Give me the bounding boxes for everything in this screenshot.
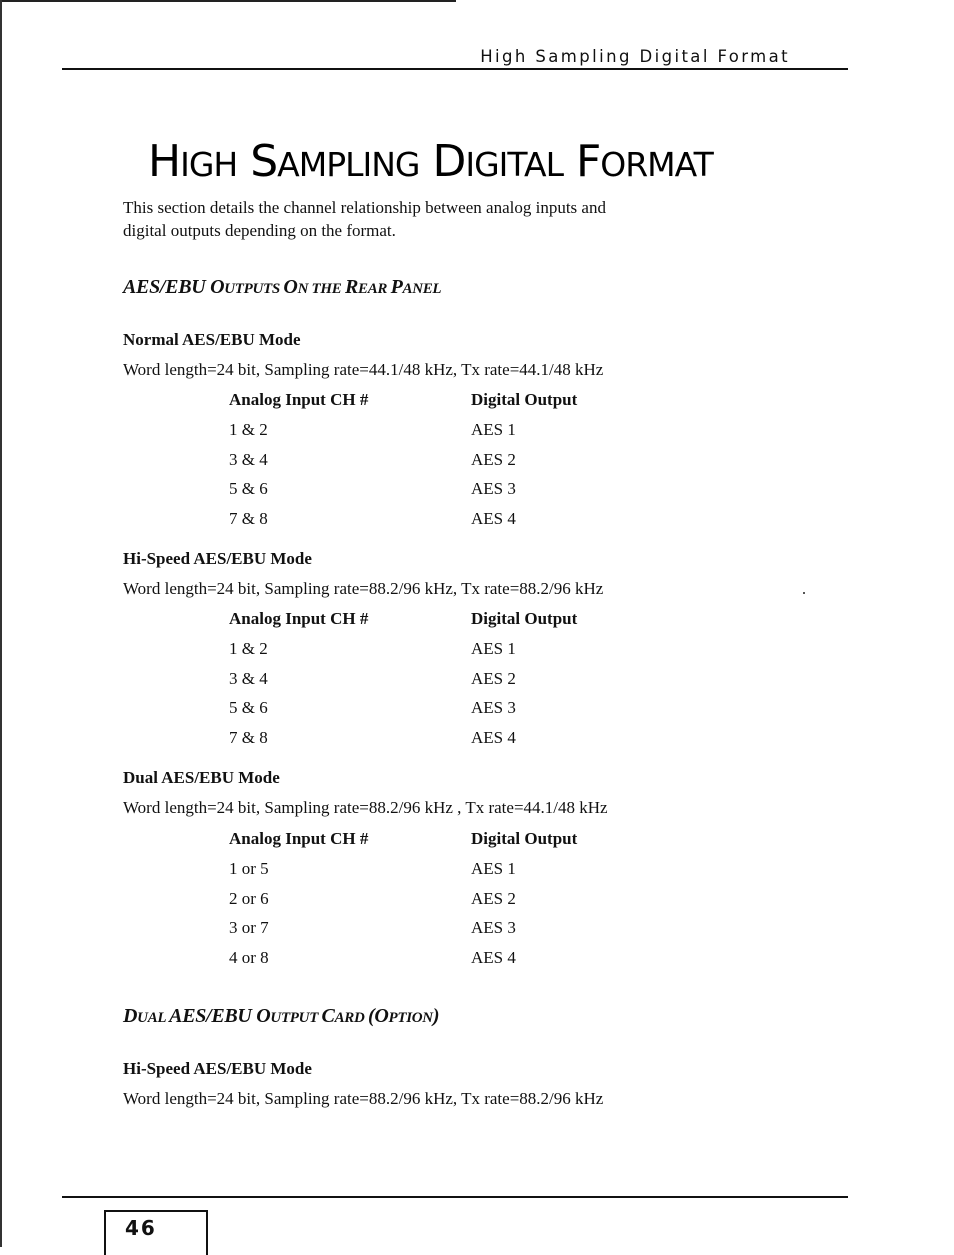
dual-mode-title: Dual AES/EBU Mode xyxy=(123,768,280,787)
hispeed-mode-table xyxy=(229,604,649,753)
intro-paragraph: This section details the channel relationship between analog inputs and digital outputs depending on the format. xyxy=(123,198,606,240)
table-row: 1 or 5 AES 1 xyxy=(229,858,516,878)
column-header-output: Digital Output xyxy=(471,829,578,848)
dual-mode-spec: Word length=24 bit, Sampling rate=88.2/96 kHz , Tx rate=44.1/48 kHz xyxy=(123,798,608,817)
card-mode-title: Hi-Speed AES/EBU Mode xyxy=(123,1059,312,1078)
table-header-row xyxy=(229,824,649,854)
footer-rule xyxy=(62,1196,848,1198)
left-edge-rule xyxy=(0,0,2,1247)
table-row: 5 & 6 AES 3 xyxy=(229,479,516,499)
table-row: 3 & 4 AES 2 xyxy=(229,449,516,469)
table-row: 7 & 8 AES 4 xyxy=(229,728,516,748)
section-heading-output-card: DUAL AES/EBU OUTPUT CARD (OPTION) xyxy=(123,1005,440,1027)
column-header-input: Analog Input CH # xyxy=(229,609,369,628)
table-row: 5 & 6 AES 3 xyxy=(229,698,516,718)
normal-mode-table xyxy=(229,385,649,534)
page-number: 46 xyxy=(125,1216,157,1240)
header-rule xyxy=(62,68,848,70)
table-row: 2 or 6 AES 2 xyxy=(229,888,516,908)
scan-speck xyxy=(803,592,805,594)
chapter-title: HIGH SAMPLING DIGITAL FORMAT xyxy=(148,136,713,187)
table-row: 3 or 7 AES 3 xyxy=(229,918,516,938)
normal-mode-title: Normal AES/EBU Mode xyxy=(123,330,301,349)
card-mode-spec: Word length=24 bit, Sampling rate=88.2/96 kHz, Tx rate=88.2/96 kHz xyxy=(123,1089,604,1108)
table-header-row xyxy=(229,385,649,415)
table-row: 1 & 2 AES 1 xyxy=(229,638,516,658)
table-row: 1 & 2 AES 1 xyxy=(229,419,516,439)
dual-mode-table xyxy=(229,824,649,973)
column-header-input: Analog Input CH # xyxy=(229,390,369,409)
table-row: 3 & 4 AES 2 xyxy=(229,668,516,688)
hispeed-mode-title: Hi-Speed AES/EBU Mode xyxy=(123,549,312,568)
section-heading-rear-panel: AES/EBU OUTPUTS ON THE REAR PANEL xyxy=(123,276,442,298)
table-header-row xyxy=(229,604,649,634)
column-header-input: Analog Input CH # xyxy=(229,829,369,848)
top-edge-rule xyxy=(0,0,456,2)
column-header-output: Digital Output xyxy=(471,390,578,409)
running-header: High Sampling Digital Format xyxy=(480,47,790,66)
column-header-output: Digital Output xyxy=(471,609,578,628)
hispeed-mode-spec: Word length=24 bit, Sampling rate=88.2/96 kHz, Tx rate=88.2/96 kHz xyxy=(123,579,604,598)
table-row: 4 or 8 AES 4 xyxy=(229,948,516,968)
normal-mode-spec: Word length=24 bit, Sampling rate=44.1/48 kHz, Tx rate=44.1/48 kHz xyxy=(123,360,604,379)
table-row: 7 & 8 AES 4 xyxy=(229,509,516,529)
